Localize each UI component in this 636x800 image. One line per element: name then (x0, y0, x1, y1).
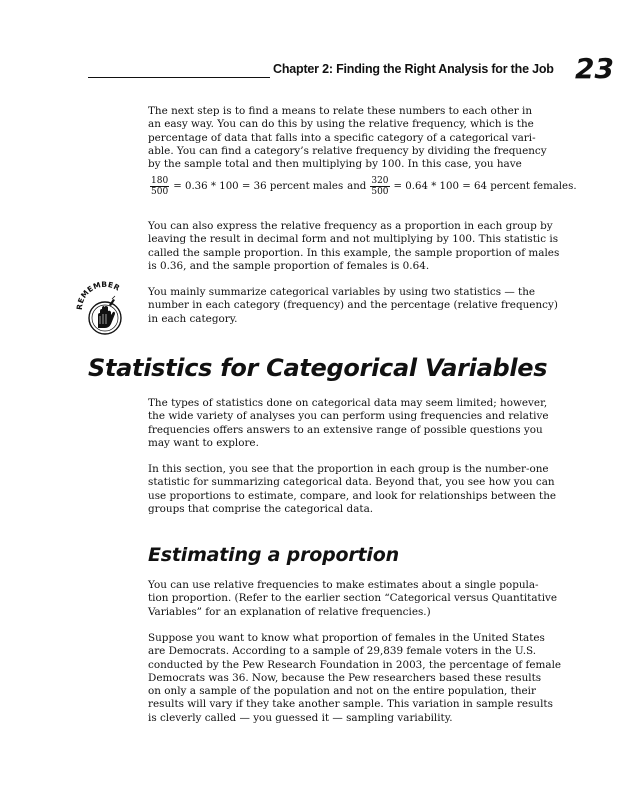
paragraph-relative-frequency (148, 105, 547, 171)
header-rule (88, 77, 270, 78)
text-line: is 0.36, and the sample proportion of females is 0.64. (148, 259, 430, 272)
text-line: You can also express the relative frequency as a proportion in each group by (148, 220, 553, 232)
text-line: Suppose you want to know what proportion of females in the United States (148, 632, 545, 644)
section-heading: Statistics for Categorical Variables (88, 354, 548, 382)
text-line: tion proportion. (Refer to the earlier section “Categorical versus Quantitative (148, 592, 558, 605)
fraction-denominator: 500 (151, 187, 169, 197)
text-line: The next step is to find a means to relate these numbers to each other in (148, 105, 533, 117)
fraction-males (150, 176, 169, 197)
text-line: statistic for summarizing categorical data. Beyond that, you see how you can (148, 476, 555, 489)
text-line: the wide variety of analyses you can perform using frequencies and relative (148, 410, 549, 423)
text-line: on only a sample of the population and not on the entire population, their (148, 685, 536, 698)
text-line: You can use relative frequencies to make estimates about a single popula- (148, 579, 539, 591)
page-number: 23 (575, 52, 614, 85)
text-line: Democrats was 36. Now, because the Pew researchers based these results (148, 671, 542, 684)
relative-frequency-equation (148, 176, 579, 197)
text-line: The types of statistics done on categorical data may seem limited; however, (148, 397, 548, 409)
text-line: an easy way. You can do this by using the relative frequency, which is the (148, 118, 534, 131)
paragraph-pew-example (148, 632, 561, 725)
fraction-numerator: 320 (371, 176, 389, 186)
text-line: leaving the result in decimal form and not multiplying by 100. This statistic is (148, 233, 559, 246)
paragraph-types-of-statistics (148, 397, 548, 450)
text-line: able. You can find a category’s relative frequency by dividing the frequency (148, 144, 547, 157)
fraction-females (370, 176, 389, 197)
text-line: You mainly summarize categorical variables by using two statistics — the (148, 286, 536, 298)
text-line: percentage of data that falls into a specific category of a categorical vari- (148, 131, 536, 144)
text-line: frequencies offers answers to an extensive range of possible questions you (148, 423, 543, 436)
text-line: use proportions to estimate, compare, and look for relationships between the (148, 489, 557, 502)
paragraph-section-overview (148, 463, 556, 516)
text-line: Variables” for an explanation of relative frequencies.) (148, 605, 431, 618)
remember-icon (74, 278, 136, 340)
text-line: by the sample total and then multiplying by 100. In this case, you have (148, 158, 522, 171)
paragraph-sample-proportion (148, 220, 559, 273)
text-line: conducted by the Pew Research Foundation in 2003, the percentage of female (148, 658, 562, 671)
text-line: may want to explore. (148, 436, 259, 449)
text-line: number in each category (frequency) and the percentage (relative frequency) (148, 299, 558, 312)
equation-females: = 0.64 * 100 = 64 percent females. (393, 181, 577, 192)
remember-icon-label: REMEMBER (74, 279, 122, 311)
equation-males: = 0.36 * 100 = 36 percent males (173, 181, 344, 192)
text-line: are Democrats. According to a sample of 29,839 female voters in the U.S. (148, 645, 537, 658)
text-line: In this section, you see that the proportion in each group is the number-one (148, 463, 549, 475)
subsection-heading: Estimating a proportion (148, 544, 399, 566)
text-line: in each category. (148, 312, 238, 325)
text-line: called the sample proportion. In this example, the sample proportion of males (148, 246, 560, 259)
paragraph-remember (148, 286, 558, 326)
equation-and: and (347, 181, 367, 192)
chapter-title: Chapter 2: Finding the Right Analysis for the Job (273, 62, 554, 76)
text-line: is cleverly called — you guessed it — sampling variability. (148, 711, 453, 724)
fraction-denominator: 500 (371, 187, 389, 197)
fraction-numerator: 180 (151, 176, 169, 186)
paragraph-estimates (148, 579, 557, 619)
text-line: groups that comprise the categorical data. (148, 502, 374, 515)
text-line: results will vary if they take another sample. This variation in sample results (148, 698, 553, 711)
